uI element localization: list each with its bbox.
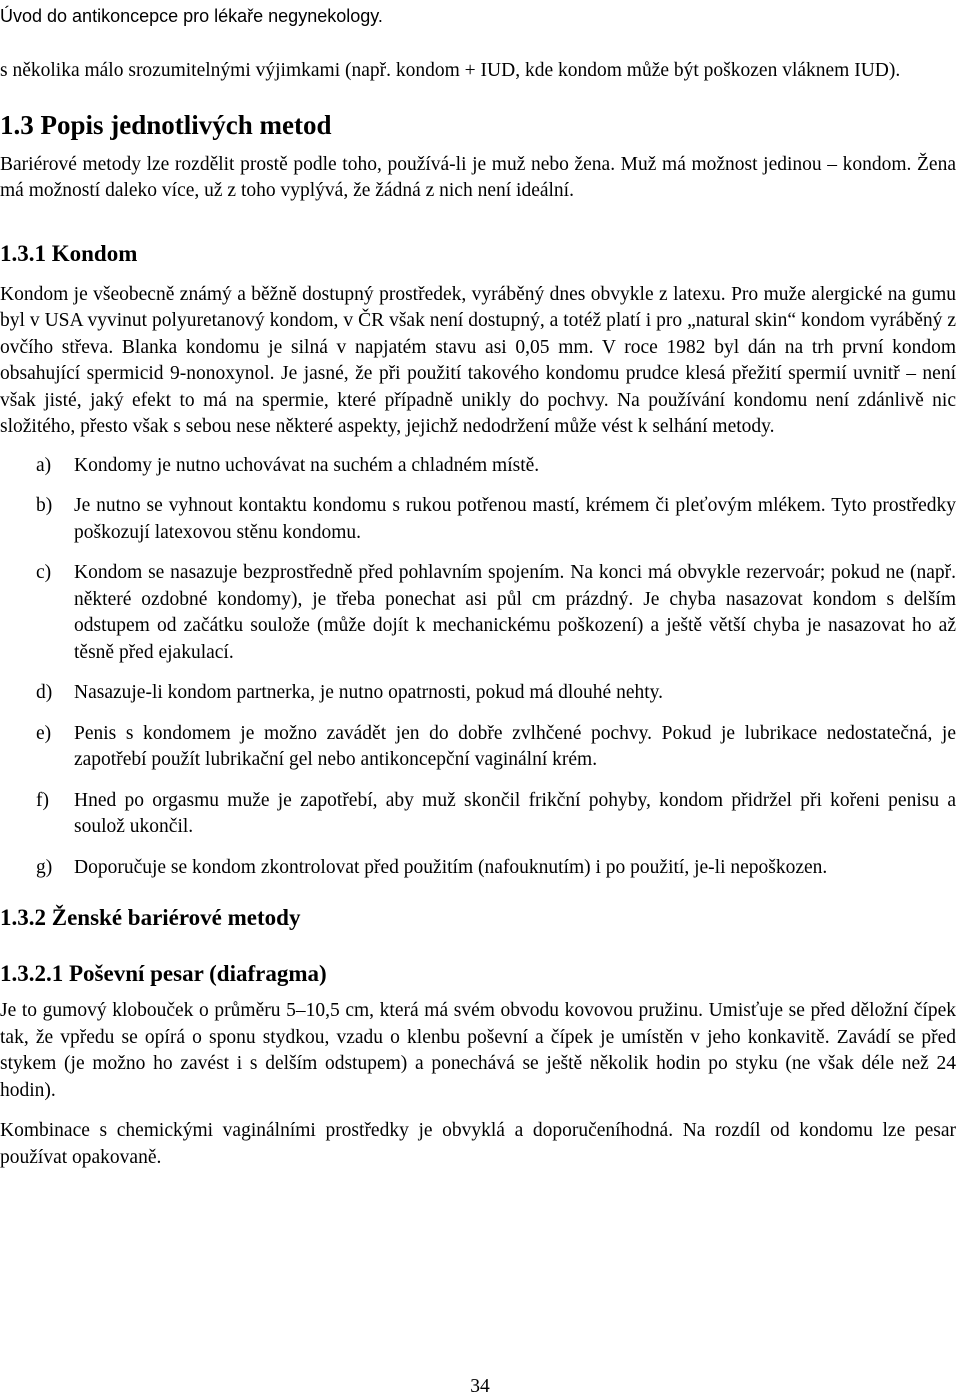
list-item-text: Kondom se nasazuje bezprostředně před pohlavním spojením. Na konci má obvykle rezervoár; pokud ne (např. některé ozdobné kondomy), je třeba ponechat asi půl cm prázdný. Je chyba nasazovat kondom s delším odstupem od začátku soulože (může dojít k mechanickému poškození) a ještě větší chyba je nasazovat ho až těsně před ejakulací. [74, 562, 956, 663]
page-number: 34 [470, 1376, 490, 1397]
list-item-text: Penis s kondomem je možno zavádět jen do dobře zvlhčené pochvy. Pokud je lubrikace nedostatečná, je zapotřebí použít lubrikační gel nebo antikoncepční vaginální krém. [74, 722, 956, 770]
list-marker: e) [36, 722, 52, 744]
section-heading-1-3-2-1: 1.3.2.1 Poševní pesar (diafragma) [0, 961, 327, 986]
list-item [0, 855, 956, 882]
list-marker: a) [36, 454, 52, 476]
section-heading-1-3-1: 1.3.1 Kondom [0, 240, 138, 266]
list-item-text: Doporučuje se kondom zkontrolovat před použitím (nafouknutím) i po použití, je-li nepoškozen. [74, 856, 828, 878]
list-item [0, 721, 956, 774]
list-marker: g) [36, 856, 53, 878]
page-content [0, 58, 960, 1171]
list-marker: c) [36, 562, 52, 583]
section-1-3-paragraph: Bariérové metody lze rozdělit prostě podle toho, používá-li je muž nebo žena. Muž má možnost jedinou – kondom. Žena má možností daleko více, už z toho vyplývá, že žádná z nich není ideální. [0, 153, 956, 201]
diaphragm-paragraph-1: Je to gumový klobouček o průměru 5–10,5 cm, která má svém obvodu kovovou pružinu. Umisťuje se před děložní čípek tak, že vpředu se opírá o sponu stydkou, vzadu o klenbu poševní a čípek je umístěn v jeho konkavitě. Zavádí se před stykem (je možno ho zavést i s delším odstupem) a ponechává se ještě několik hodin po styku (ne však déle než 24 hodin). [0, 1000, 956, 1101]
list-marker: d) [36, 682, 53, 703]
diaphragm-paragraph-2: Kombinace s chemickými vaginálními prostředky je obvyklá a doporučeníhodná. Na rozdíl od kondomu lze pesar používat opakovaně. [0, 1120, 956, 1168]
list-item-text: Kondomy je nutno uchovávat na suchém a chladném místě. [74, 454, 540, 476]
list-item [0, 680, 956, 707]
list-item [0, 453, 956, 480]
list-item-text: Je nutno se vyhnout kontaktu kondomu s rukou potřenou mastí, krémem či pleťovým mlékem. Tyto prostředky poškozují latexovou stěnu kondomu. [74, 495, 956, 543]
condom-rules-list [0, 453, 960, 882]
list-marker: b) [36, 495, 53, 516]
running-header: Úvod do antikoncepce pro lékaře negynekology. [0, 6, 383, 26]
list-item-text: Hned po orgasmu muže je zapotřebí, aby muž skončil frikční pohyby, kondom přidržel při kořeni penisu a soulož ukončil. [74, 789, 956, 837]
list-item [0, 560, 956, 666]
list-item [0, 493, 956, 546]
list-item-text: Nasazuje-li kondom partnerka, je nutno opatrnosti, pokud má dlouhé nehty. [74, 682, 664, 703]
section-heading-1-3: 1.3 Popis jednotlivých metod [0, 109, 332, 140]
intro-paragraph: s několika málo srozumitelnými výjimkami (např. kondom + IUD, kde kondom může být poškozen vláknem IUD). [0, 60, 901, 81]
list-marker: f) [36, 789, 49, 811]
section-heading-1-3-2: 1.3.2 Ženské bariérové metody [0, 905, 301, 930]
list-item [0, 788, 956, 841]
section-1-3-1-paragraph: Kondom je všeobecně známý a běžně dostupný prostředek, vyráběný dnes obvykle z latexu. Pro muže alergické na gumu byl v USA vyvinut polyuretanový kondom, v ČR však není dostupný, a totéž platí i pro „natural skin“ kondom vyráběný z ovčího střeva. Blanka kondomu je silná v napjatém stavu asi 0,05 mm. V roce 1982 byl dán na trh první kondom obsahující spermicid 9-nonoxynol. Je jasné, že při použití takového kondomu prudce klesá přežití spermií uvnitř – není však jisté, jaký efekt to má na spermie, které případně unikly do pochvy. Na používání kondomu není zdánlivě nic složitého, přesto však s sebou nese některé aspekty, jejichž nedodržení může vést k selhání metody. [0, 283, 956, 437]
